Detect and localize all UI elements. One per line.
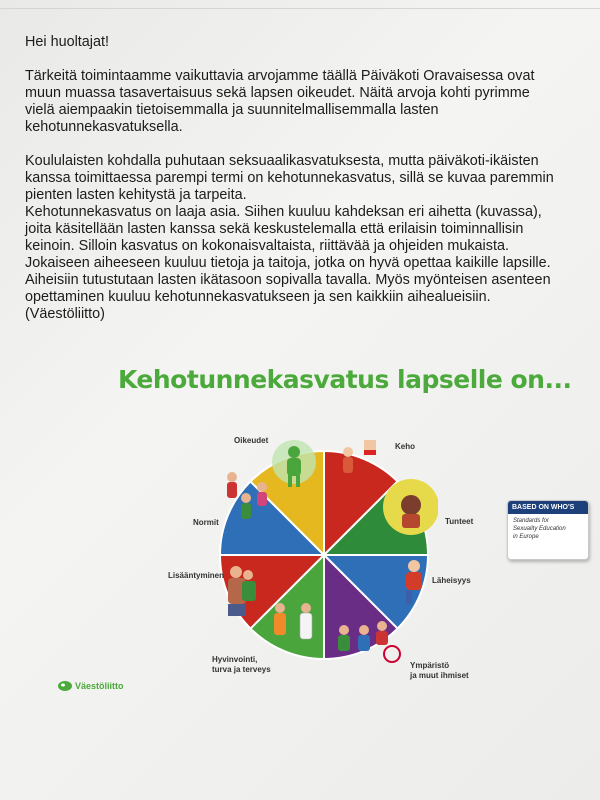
label-tunteet: Tunteet <box>445 517 474 526</box>
greeting: Hei huoltajat! <box>25 34 109 50</box>
text-line: Koululaisten kohdalla puhutaan seksuaalikasvatuksesta, mutta päiväkoti-ikäisten <box>25 153 539 169</box>
text-line: Tärkeitä toimintaamme vaikuttavia arvojamme täällä Päiväkoti Oravaisessa ovat <box>25 68 535 84</box>
text-line: opettaminen kuuluu kehotunnekasvatukseen ja sen kaikkiin aihealueisiin. <box>25 289 491 305</box>
text-line: kehotunnekasvatuksella. <box>25 119 183 135</box>
paragraph-values <box>25 68 565 136</box>
emotions-illustration <box>383 479 438 535</box>
text-line: (Väestöliitto) <box>25 306 105 322</box>
logo-mark-icon <box>57 680 73 692</box>
paper-fold-line <box>0 8 600 9</box>
text-line: joita käsitellään lasten kanssa sekä keskustelemalla että erilaisin toiminnallisin <box>25 221 524 237</box>
text-line: keinoin. Silloin kasvatus on kokonaisvaltaista, riittävää ja ohjeiden mukaista. <box>25 238 509 254</box>
wheel-segments <box>220 451 428 659</box>
text-line: kanssa toimittaessa parempi termi on kehotunnekasvatus, sillä se kuvaa paremmin <box>25 170 554 186</box>
text-line: vielä aiempaakin tietoisemmalla ja suunnitelmallisemmalla lasten <box>25 102 439 118</box>
label-lisaantyminen: Lisääntyminen <box>168 571 225 580</box>
label-oikeudet: Oikeudet <box>234 436 269 445</box>
label-hyvinvointi: Hyvinvointi, turva ja terveys <box>212 655 271 674</box>
topic-wheel <box>218 440 438 680</box>
text-line: Jokaiseen aiheeseen kuuluu tietoja ja taitoja, jotka on hyvä opettaa kaikille lapsille. <box>25 255 551 271</box>
logo-text: Väestöliitto <box>75 681 124 691</box>
badge-body: Standards for Sexuality Education in Europe <box>513 518 566 540</box>
text-line: Kehotunnekasvatus on laaja asia. Siihen kuuluu kahdeksan eri aihetta (kuvassa), <box>25 204 542 220</box>
graphic-title: Kehotunnekasvatus lapselle on... <box>118 365 572 394</box>
badge-title: BASED ON WHO'S <box>508 501 588 514</box>
label-keho: Keho <box>395 442 415 451</box>
paragraph-body-education <box>25 153 565 323</box>
label-ymparisto: Ympäristö ja muut ihmiset <box>410 661 469 680</box>
vaestoliitto-logo <box>57 680 124 692</box>
label-normit: Normit <box>193 518 219 527</box>
who-standards-badge <box>507 500 589 560</box>
text-line: Aiheisiin tutustutaan lasten ikätasoon sopivalla tavalla. Myös myönteisen asenteen <box>25 272 551 288</box>
label-laheisyys: Läheisyys <box>432 576 471 585</box>
letter-text <box>25 34 565 340</box>
text-line: muun muassa tasavertaisuus sekä lapsen oikeudet. Näitä arvoja kohti pyrimme <box>25 85 530 101</box>
text-line: pienten lasten kehitystä ja tarpeita. <box>25 187 247 203</box>
